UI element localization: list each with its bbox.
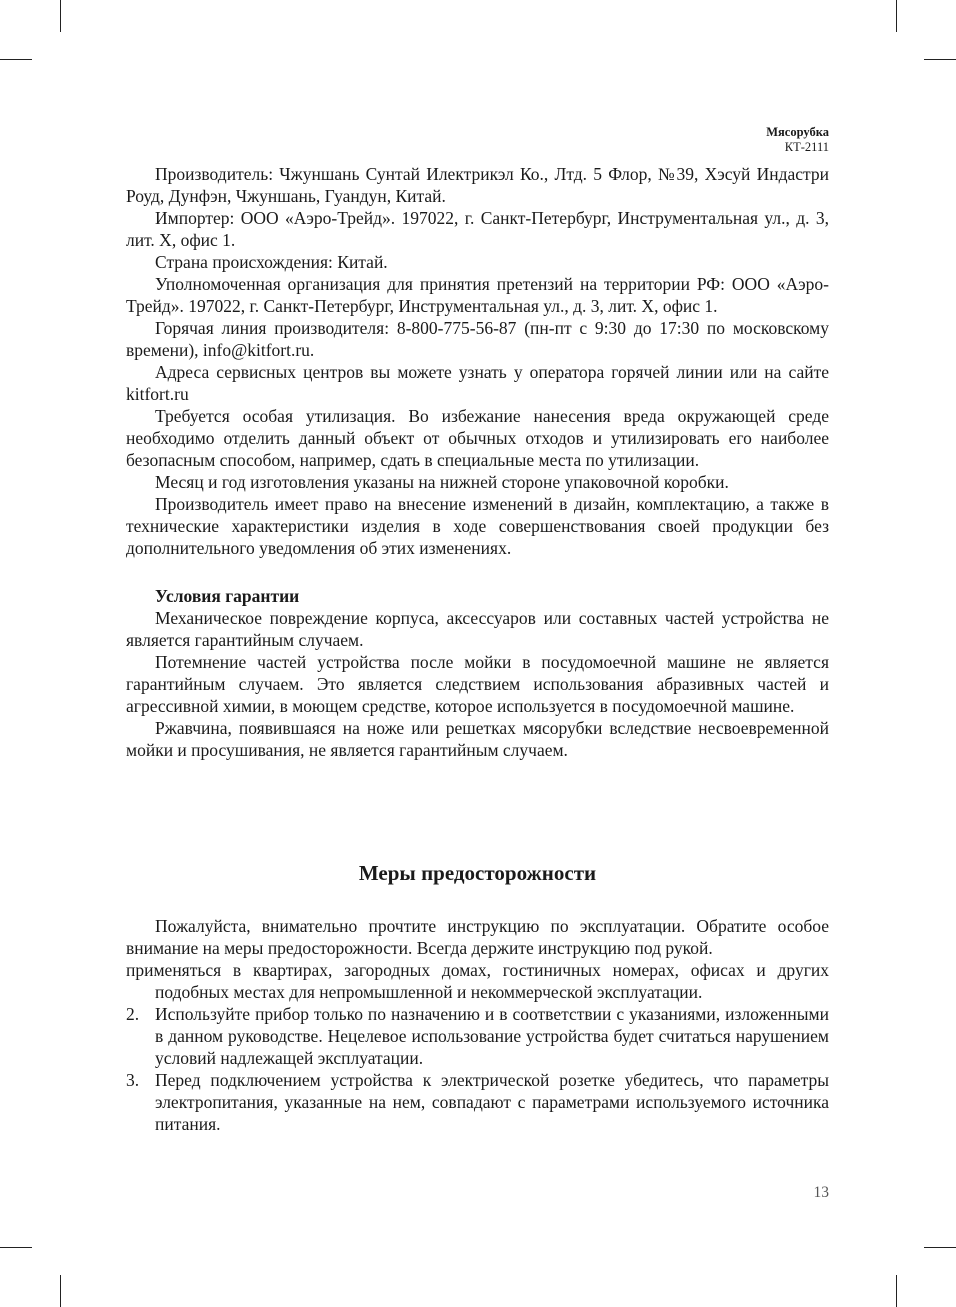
crop-mark bbox=[896, 0, 897, 32]
list-item-text: Используйте прибор только по назначению и в соответствии с указаниями, изложенными в данном руководстве. Нецелевое использование устройства будет считаться нарушением условий надлежащей эксплуатации. bbox=[155, 1004, 829, 1068]
list-item-text: Перед подключением устройства к электрической розетке убедитесь, что параметры электропитания, указанные на нем, совпадают с параметрами используемого источника питания. bbox=[155, 1070, 829, 1134]
info-paragraph: Горячая линия производителя: 8-800-775-56-87 (пн-пт с 9:30 до 17:30 по московскому времени), info@kitfort.ru. bbox=[126, 318, 829, 360]
precautions-list bbox=[126, 1003, 829, 1135]
list-item-number: 3. bbox=[126, 1070, 140, 1090]
list-item bbox=[126, 1069, 829, 1135]
info-paragraph: Месяц и год изготовления указаны на нижней стороне упаковочной коробки. bbox=[155, 472, 729, 492]
warranty-paragraph: Ржавчина, появившаяся на ноже или решетках мясорубки вследствие несвоевременной мойки и просушивания, не является гарантийным случаем. bbox=[126, 718, 829, 760]
info-paragraph: Адреса сервисных центров вы можете узнать у оператора горячей линии или на сайте kitfort.ru bbox=[126, 362, 829, 404]
info-paragraph: Требуется особая утилизация. Во избежание нанесения вреда окружающей среде необходимо отделить данный объект от обычных отходов и утилизировать его наиболее безопасным способом, например, сдать в специальные места по утилизации. bbox=[126, 406, 829, 470]
warranty-section bbox=[126, 607, 829, 761]
info-paragraph: Импортер: ООО «Аэро-Трейд». 197022, г. Санкт-Петербург, Инструментальная ул., д. 3, лит. Х, офис 1. bbox=[126, 208, 829, 250]
list-item bbox=[126, 1003, 829, 1069]
crop-mark bbox=[924, 59, 956, 60]
precautions-continued-item: применяться в квартирах, загородных домах, гостиничных номерах, офисах и других подобных местах для непромышленной и некоммерческой эксплуатации. bbox=[126, 960, 829, 1002]
crop-mark bbox=[896, 1275, 897, 1307]
warranty-paragraph: Механическое повреждение корпуса, аксессуаров или составных частей устройства не является гарантийным случаем. bbox=[126, 608, 829, 650]
info-section bbox=[126, 163, 829, 559]
precautions-title: Меры предосторожности bbox=[358, 861, 597, 885]
header-product: Мясорубка bbox=[766, 125, 829, 139]
info-paragraph: Страна происхождения: Китай. bbox=[155, 252, 388, 272]
info-paragraph: Уполномоченная организация для принятия претензий на территории РФ: ООО «Аэро-Трейд». 197022, г. Санкт-Петербург, Инструментальная ул., д. 3, лит. Х, офис 1. bbox=[126, 274, 829, 316]
precautions-intro: Пожалуйста, внимательно прочтите инструкцию по эксплуатации. Обратите особое внимание на меры предосторожности. Всегда держите инструкцию под рукой. bbox=[126, 916, 829, 958]
crop-mark bbox=[60, 0, 61, 32]
running-header bbox=[766, 125, 829, 155]
warranty-title: Условия гарантии bbox=[155, 586, 300, 606]
header-model: КТ-2111 bbox=[784, 140, 829, 154]
page-number: 13 bbox=[813, 1184, 829, 1201]
crop-mark bbox=[924, 1247, 956, 1248]
warranty-paragraph: Потемнение частей устройства после мойки в посудомоечной машине не является гарантийным случаем. Это является следствием использования абразивных частей и агрессивной химии, в моющем средстве, которое используется в посудомоечной машине. bbox=[126, 652, 829, 716]
crop-mark bbox=[60, 1275, 61, 1307]
crop-mark bbox=[0, 1247, 32, 1248]
list-item-number: 2. bbox=[126, 1004, 140, 1024]
crop-mark bbox=[0, 59, 32, 60]
page-content bbox=[126, 163, 829, 1135]
info-paragraph: Производитель имеет право на внесение изменений в дизайн, комплектацию, а также в технические характеристики изделия в ходе совершенствования своей продукции без дополнительного уведомления об этих изменениях. bbox=[126, 494, 829, 558]
info-paragraph: Производитель: Чжуншань Сунтай Илектрикэл Ко., Лтд. 5 Флор, №39, Хэсуй Индастри Роуд, Дунфэн, Чжуншань, Гуандун, Китай. bbox=[126, 164, 829, 206]
